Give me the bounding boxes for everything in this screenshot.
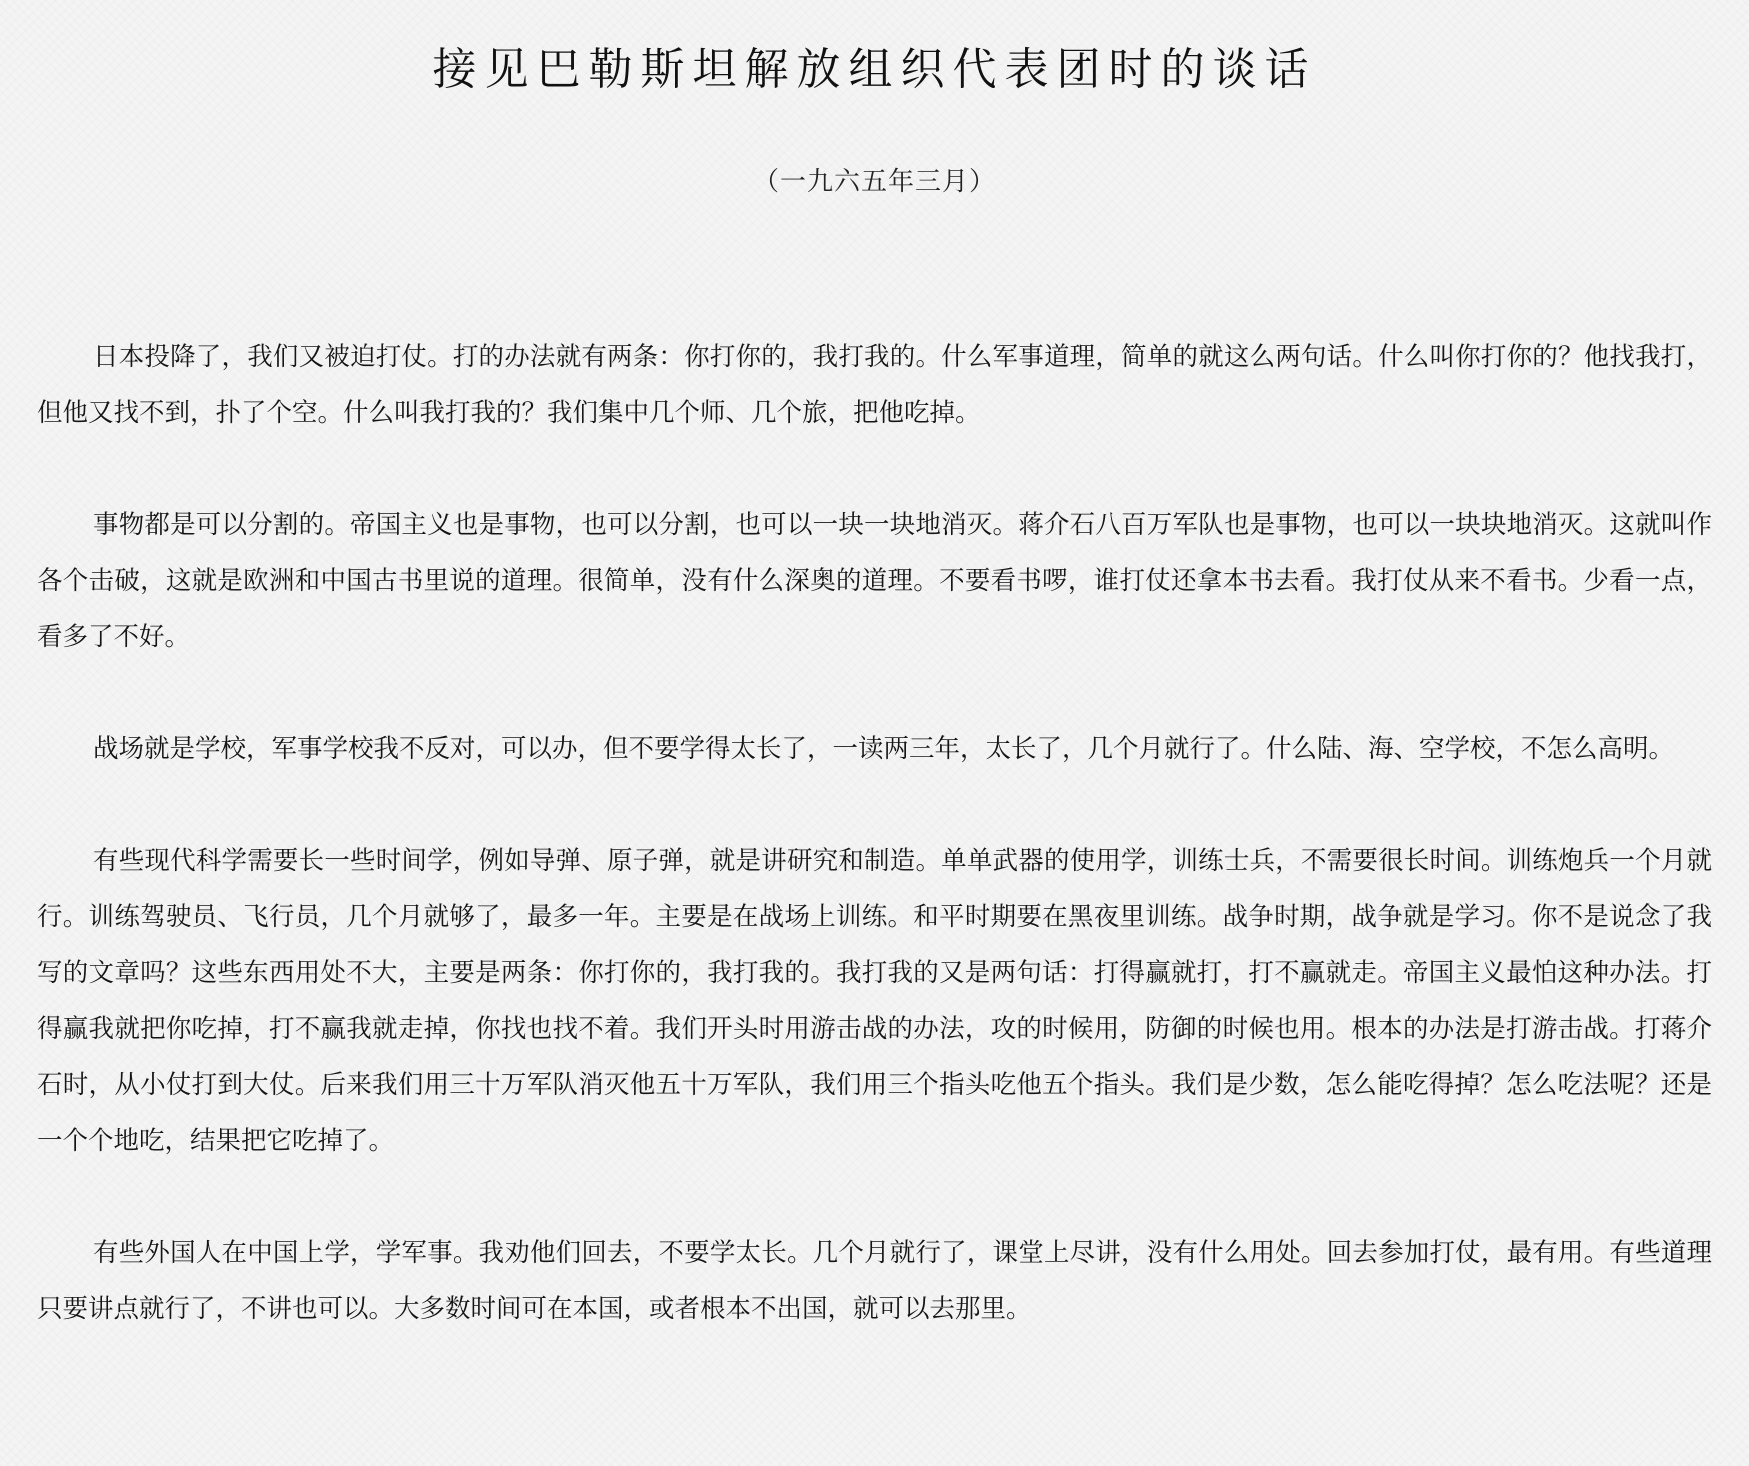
article-title: 接见巴勒斯坦解放组织代表团时的谈话	[432, 44, 1317, 95]
paragraph: 日本投降了，我们又被迫打仗。打的办法就有两条：你打你的，我打我的。什么军事道理，简单的就这么两句话。什么叫你打你的？他找我打，但他又找不到，扑了个空。什么叫我打我的？我们集中几个师、几个旅，把他吃掉。	[37, 342, 1712, 428]
paragraph: 有些现代科学需要长一些时间学，例如导弹、原子弹，就是讲研究和制造。单单武器的使用学，训练士兵，不需要很长时间。训练炮兵一个月就行。训练驾驶员、飞行员，几个月就够了，最多一年。主要是在战场上训练。和平时期要在黑夜里训练。战争时期，战争就是学习。你不是说念了我写的文章吗？这些东西用处不大，主要是两条：你打你的，我打我的。我打我的又是两句话：打得赢就打，打不赢就走。帝国主义最怕这种办法。打得赢我就把你吃掉，打不赢我就走掉，你找也找不着。我们开头时用游击战的办法，攻的时候用，防御的时候也用。根本的办法是打游击战。打蒋介石时，从小仗打到大仗。后来我们用三十万军队消灭他五十万军队，我们用三个指头吃他五个指头。我们是少数，怎么能吃得掉？怎么吃法呢？还是一个个地吃，结果把它吃掉了。	[37, 846, 1712, 1156]
paragraph: 事物都是可以分割的。帝国主义也是事物，也可以分割，也可以一块一块地消灭。蒋介石八百万军队也是事物，也可以一块块地消灭。这就叫作各个击破，这就是欧洲和中国古书里说的道理。很简单，没有什么深奥的道理。不要看书啰，谁打仗还拿本书去看。我打仗从来不看书。少看一点，看多了不好。	[37, 510, 1712, 652]
paragraph: 有些外国人在中国上学，学军事。我劝他们回去，不要学太长。几个月就行了，课堂上尽讲，没有什么用处。回去参加打仗，最有用。有些道理只要讲点就行了，不讲也可以。大多数时间可在本国，或者根本不出国，就可以去那里。	[37, 1238, 1712, 1324]
article-body	[37, 329, 1712, 1337]
article-date: （一九六五年三月）	[752, 167, 996, 197]
paragraph: 战场就是学校，军事学校我不反对，可以办，但不要学得太长了，一读两三年，太长了，几个月就行了。什么陆、海、空学校，不怎么高明。	[93, 734, 1675, 764]
